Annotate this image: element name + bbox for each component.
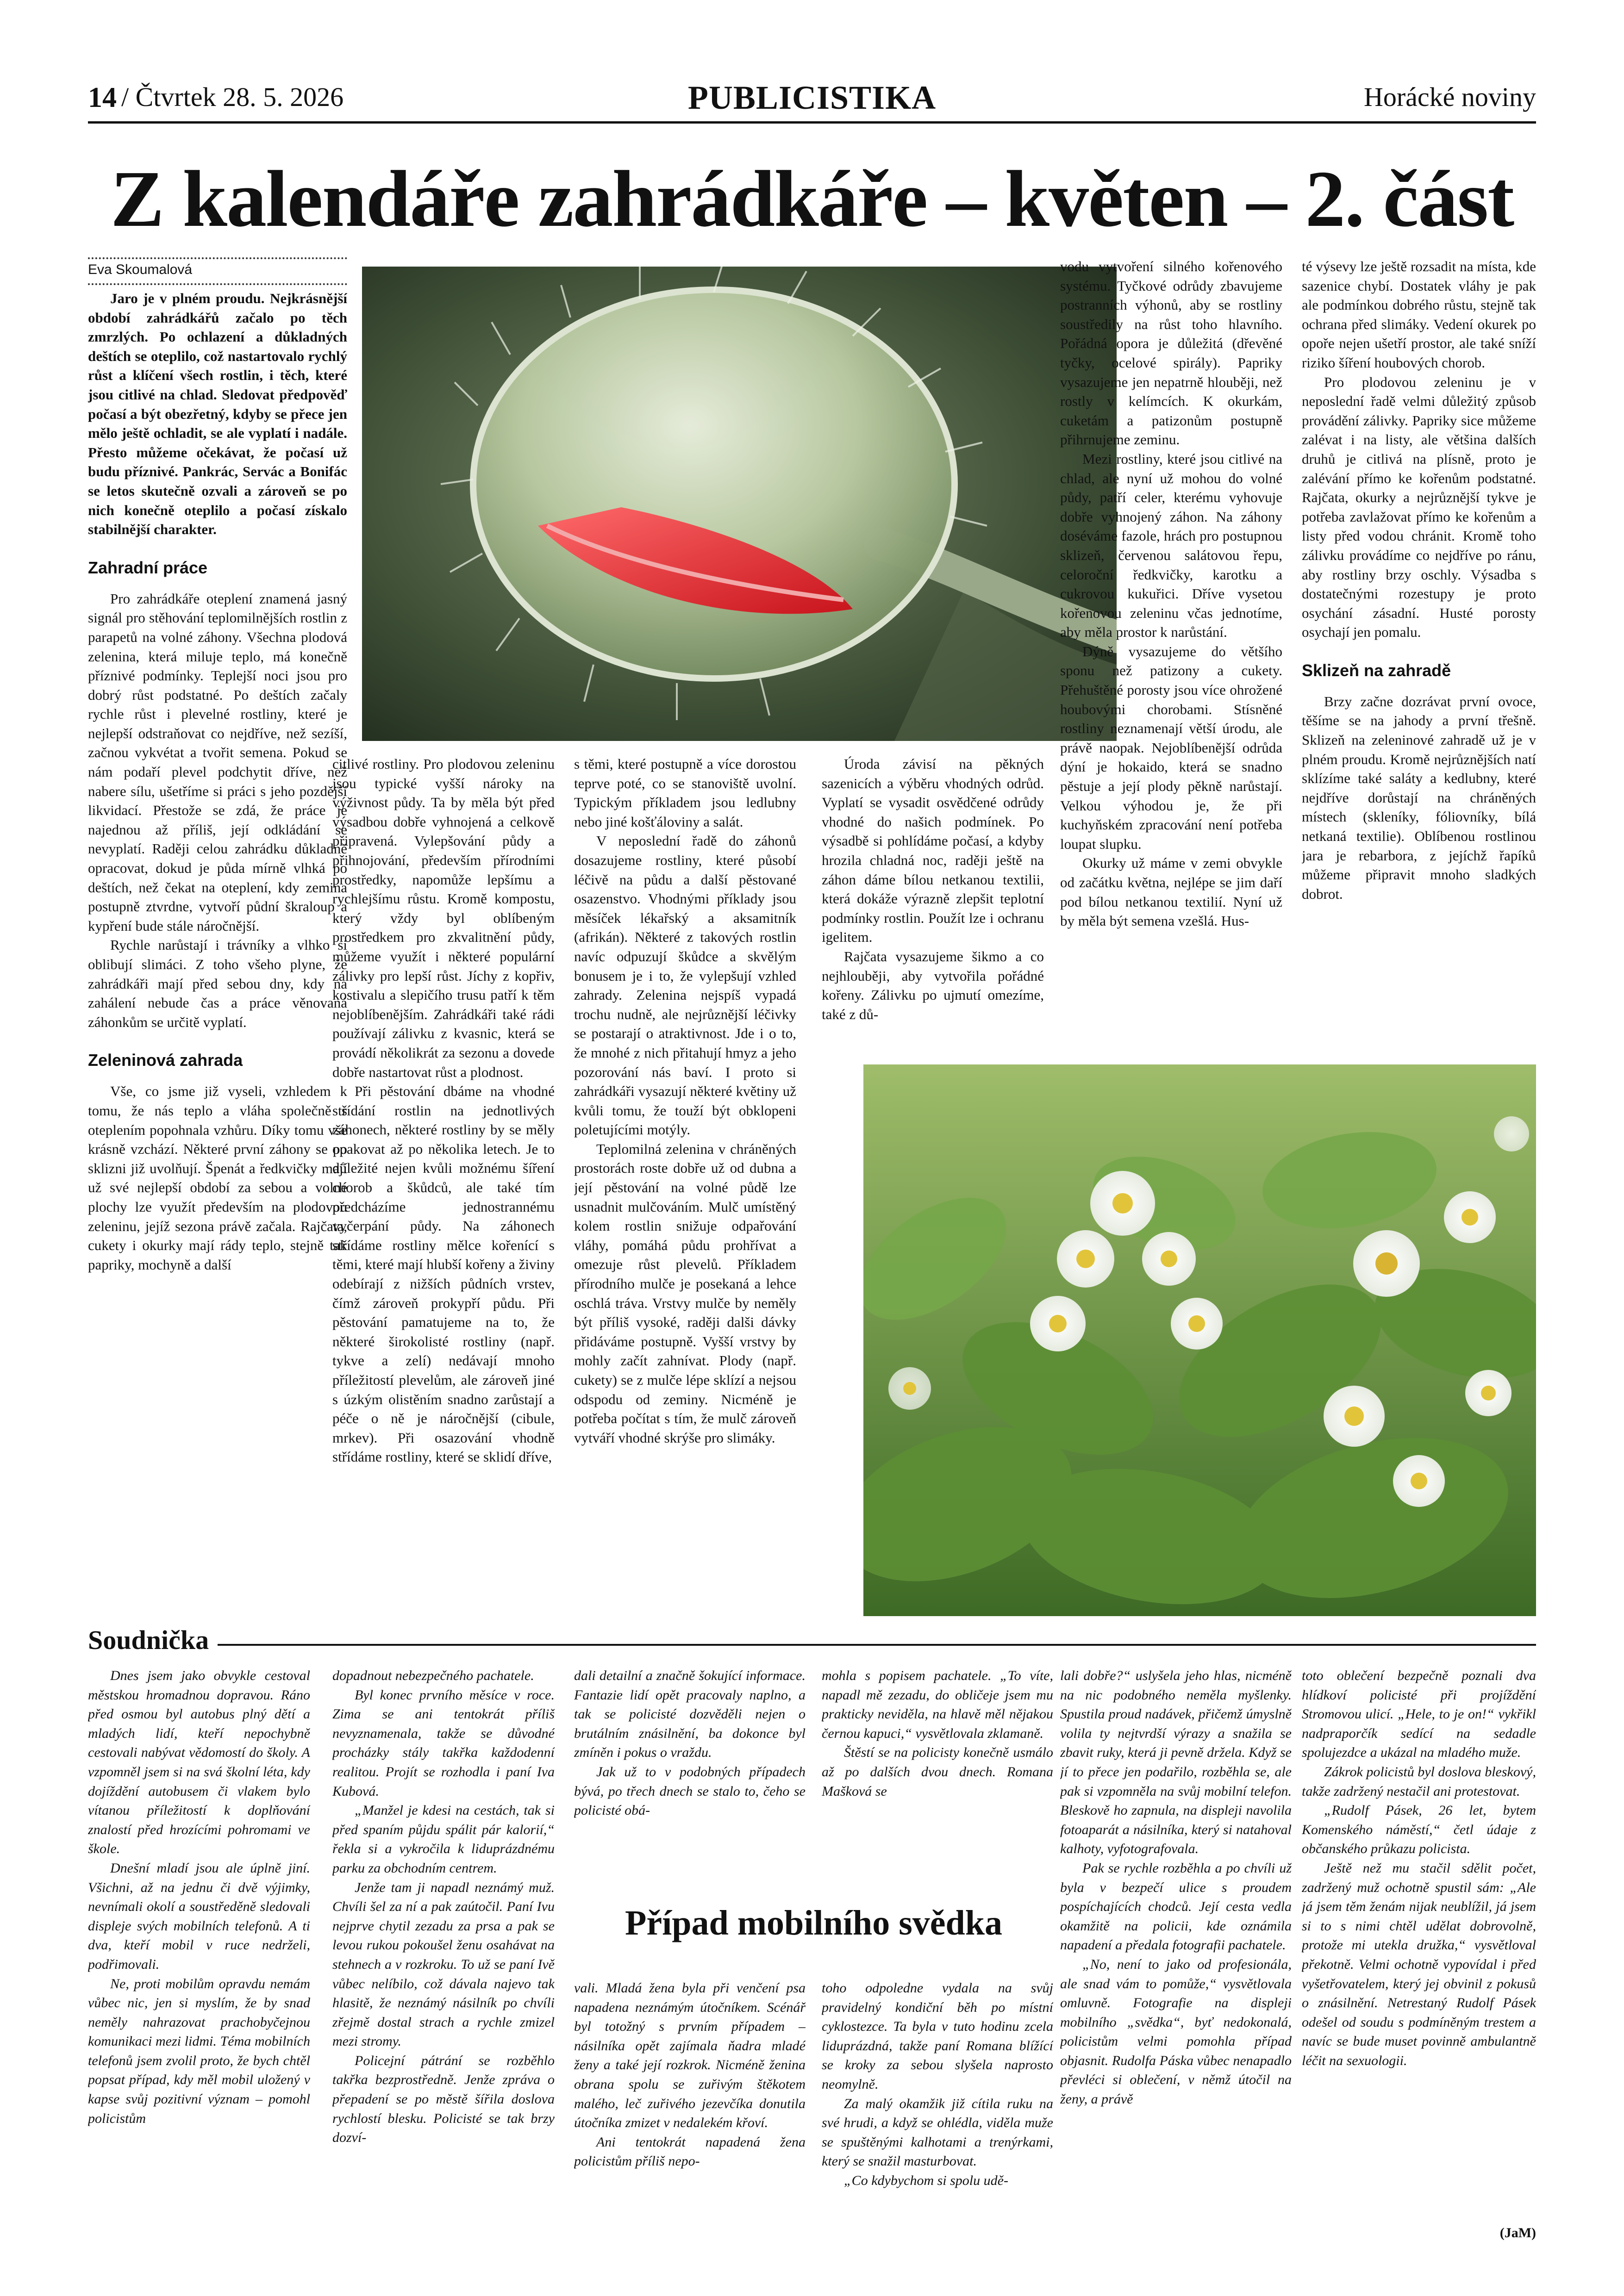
soudnicka-column-2 — [332, 1666, 555, 2249]
soudnicka-title: Případ mobilního svědka — [625, 1904, 1003, 1942]
soudnicka-paragraph: „Manžel je kdesi na cestách, tak si před spaním půjdu spálit pár kalorií,“ řekla si a vykročila k liduprázdnému parku za obchodním centrem. — [332, 1803, 555, 1876]
article-paragraph: Pro zahrádkáře oteplení znamená jasný signál pro stěhování teplomilnějších rostlin z parapetů na volné záhony. Všechna plodová zelenina, která miluje teplo, má konečně příznivé podmínky. Teplejší noci jsou pro dobrý růst podstatné. Po deštích začaly rychle růst i plevelné rostliny, které je nejlepší odstraňovat co nejdříve, než sezíší, začnou vykvétat a tvořit semena. Pokud se nám podaří plevel podchytit dříve, než nabere sílu, ušetříme si práci s jeho pozdější likvidací. Přestože se zdá, že práce je najednou až příliš, její odkládání se nevyplatí. Raději celou zahrádku důkladně opracovat, dokud je půda mírně vlhká po deštích, než čekat na oteplení, kdy zemina postupně ztvrdne, vytvoří půdní škraloup a kypření bude stále náročnější. — [88, 590, 347, 934]
soudnicka-paragraph: Ještě než mu stačil sdělit počet, zadržený muž ochotně spustil sám: „Ale já jsem těm ženám nijak neublížil, já jsem si to s nimi chtěl udělat dobrovolně, protože mi utekla družka,“ vysvětloval překotně. Velmi ochotně vypovídal i před vyšetřovatelem, který jej obvinil z pokusů o znásilnění. Netrestaný Rudolf Pásek odešel od soudu s podmíněným trestem a navíc se bude muset povinně ambulantně léčit na sexuologii. — [1302, 1860, 1536, 2068]
soudnicka-signature: (JaM) — [1499, 2225, 1536, 2240]
article-paragraph: Při pěstování dbáme na vhodné střídání rostlin na jednotlivých záhonech, některé rostliny by se měly opakovat až po několika letech. Je to důležité nejen kvůli možnému šíření chorob a škůdců, ale také tím předcházíme jednostrannému vyčerpání půdy. Na záhonech střídáme rostliny mělce kořenící s těmi, které mají hlubší kořeny a živiny odebírají z nižších půdních vrstev, čímž zároveň prokypří půdu. Při pěstování pamatujeme na to, že některé širokolisté rostliny (např. tykve a zelí) nedávají mnoho příležitostí plevelům, ale zároveň jiné s úzkým olistěním snadno zarůstají a péče o ně je náročnější (cibule, mrkev). Při osazování vhodně střídáme rostliny, které se sklidí dříve, — [332, 1083, 555, 1465]
article-paragraph: Brzy začne dozrávat první ovoce, těšíme se na jahody a první třešně. Sklizeň na zeleninové zahradě už je v plném proudu. Kromě nejrůznějších natí sklízíme také saláty a kedlubny, které nejdříve dorůstají na chráněných místech (skleníky, fóliovníky, bílá netkaná textilie). Oblíbenou rostlinou jara je rebarbora, z jejíchž řapíků můžeme připravit mnoho sladkých dobrot. — [1302, 693, 1536, 902]
soudnicka-paragraph: mohla s popisem pachatele. „To víte, napadl mě zezadu, do obličeje jsem mu prakticky neviděla, na hlavě měl nějakou černou kapuci,“ vysvětlovala zklamaně. — [822, 1668, 1053, 1741]
headline: Z kalendáře zahrádkáře – květen – 2. část — [110, 154, 1514, 243]
article-column-6 — [1302, 257, 1536, 1060]
soudnicka-column-1 — [88, 1666, 310, 2249]
article-paragraph: Úroda závisí na pěkných sazenicích a výběru vhodných odrůd. Vyplatí se vysadit osvědčené odrůdy vhodné do našich podmínek. Po výsadbě si pohlídáme počasí, a kdyby hrozila chladná noc, raději ještě na záhon dáme bílou netkanou textilii, která dokáže výrazně zlepšit teplotní podmínky rostlin. Použít lze i ochranu igelitem. — [822, 756, 1044, 946]
article-paragraph: Dýně vysazujeme do většího sponu než patizony a cukety. Přehuštěné porosty jsou více ohrožené houbovými chorobami. Stísněné rostliny neznamenají větší úrodu, ale právě naopak. Nejoblíbenější odrůda dýní je hokaido, která se snadno pěstuje a její plody pěkně narůstají. Velkou výhodou je, že při kuchyňském zpracování není potřeba loupat slupku. — [1060, 643, 1282, 852]
soudnicka-paragraph: Dnes jsem jako obvykle cestoval městskou hromadnou dopravou. Ráno před osmou byl autobus plný dětí a mladých lidí, kteří nepochybně cestovali nabývat vědomostí do školy. A vzpomněl jsem si na svá školní léta, kdy dojíždění autobusem či vlakem bylo vítanou příležitostí k doplňování znalostí před hrozícími pohromami ve škole. — [88, 1668, 310, 1857]
soudnicka-rule — [218, 1644, 1536, 1646]
soudnicka-paragraph: Jak už to v podobných případech bývá, po třech dnech se stalo to, čeho se policisté obá- — [574, 1764, 806, 1818]
article-paragraph: citlivé rostliny. Pro plodovou zeleninu jsou typické vyšší nároky na výživnost půdy. Ta by měla být před výsadbou dobře vyhnojená a celkově připravená. Vylepšování půdy a přihnojování, především přírodními prostředky, napomůže lepšímu a rychlejšímu růstu. Kromě kompostu, který vždy byl oblíbeným prostředkem pro zkvalitnění půdy, můžeme využít i některé populární zálivky pro lepší růst. Jíchy z kopřiv, kostivalu a slepičího trusu patří k těm nejoblíbenějším. Zahrádkáři také rádi používají zálivku z kvasnic, která se provádí několikrát za sezonu a dovede dobře nastartovat růst a plodnost. — [332, 756, 555, 1080]
soudnicka-paragraph: Byl konec prvního měsíce v roce. Zima se ani tentokrát příliš nevyznamenala, takže se důvodné procházky stály takřka každodenní realitou. Projít se rozhodla i paní Iva Kubová. — [332, 1687, 555, 1799]
soudnicka-paragraph: dali detailní a značně šokující informace. Fantazie lidí opět pracovaly naplno, a tak se policisté dozvěděli nejen o brutálním znásilnění, ba dokonce byl zmíněn i pokus o vraždu. — [574, 1668, 806, 1761]
publication-name: Horácké noviny — [1363, 82, 1536, 112]
subheading-zahradni-prace: Zahradní práce — [88, 558, 208, 577]
soudnicka-paragraph: Jenže tam ji napadl neznámý muž. Chvíli šel za ní a pak zaútočil. Paní Ivu nejprve chytil zezadu za prsa a pak se levou rukou pokoušel ženu osahávat na stehnech a v rozkroku. To už se paní Ivě vůbec nelíbilo, což dávala najevo tak hlasitě, že neznámý násilník po chvíli zřejmě dostal strach a rychle zmizel mezi stromy. — [332, 1879, 555, 2049]
issue-date: / Čtvrtek 28. 5. 2026 — [121, 82, 344, 112]
article-paragraph: vodu vytvoření silného kořenového systému. Tyčkové odrůdy zbavujeme postranních výhonů, aby se rostliny soustředily na růst toho hlavního. Pořádná opora je důležitá (dřevěné tyčky, ocelové spirály). Papriky vysazujeme jen nepatrně hlouběji, než rostly v kelímcích. K okurkám, cuketám a patizonům postupně přihrnujeme zeminu. — [1060, 258, 1282, 448]
article-column-5 — [1060, 257, 1282, 1060]
soudnicka-paragraph: „No, není to jako od profesionála, ale snad vám to pomůže,“ vysvětlovala omluvně. Fotografie na displeji mobilního „svědka“, byť nedokonalá, policistům velmi pomohla případ objasnit. Rudolfa Páska vůbec nenapadlo převléci si oblečení, v němž útočil na ženy, a právě — [1060, 1956, 1292, 2107]
header-rule — [88, 121, 1536, 124]
soudnicka-paragraph: vali. Mladá žena byla při venčení psa napadena neznámým útočníkem. Scénář byl totožný s prvním případem – násilníka opět zajímala ňadra mladé ženy a také její rozkrok. Nicméně ženina obrana spolu se zuřivým štěkotem malého, leč zuřivého jezevčíka donutila útočníka zmizet v nedalekém křoví. — [574, 1980, 806, 2131]
article-paragraph: Teplomilná zelenina v chráněných prostorách roste dobře už od dubna a její pěstování na volné půdě lze usnadnit mulčováním. Mulč umístěný kolem rostlin snižuje odpařování vláhy, pomáhá půdu prohřívat a omezuje růst plevelů. Příkladem přírodního mulče je posekaná a lehce oschlá tráva. Vrstvy mulče by neměly být příliš vysoké, raději dalši dávky přidáváme postupně. Vyšší vrstvy by mohly začít zahnívat. Plody (např. cukety) se z mulče lépe sklízí a nejsou odspodu od zeminy. Nicméně je potřeba počítat s tím, že mulč zároveň vytváří vhodné skrýše pro slimáky. — [574, 1140, 796, 1446]
article-paragraph: Okurky už máme v zemi obvykle od začátku května, nejlépe se jim daří pod bílou netkanou textilií. Nyní už by měla být semena vzešlá. Hus- — [1060, 855, 1282, 929]
article-column-3 — [574, 754, 796, 1616]
author-rule-top — [88, 257, 347, 259]
soudnicka-paragraph: Ani tentokrát napadená žena policistům příliš nepo- — [574, 2134, 806, 2169]
soudnicka-label: Soudnička — [88, 1624, 216, 1655]
soudnicka-paragraph: dopadnout nebezpečného pachatele. — [332, 1668, 534, 1683]
soudnicka-paragraph: Dnešní mladí jsou ale úplně jiní. Všichni, až na jednu či dvě výjimky, nevnímali okolí a soustředěně sledovali displeje svých mobilních telefonů. A ti dva, kteří mobil v ruce nedrželi, podřimovali. — [88, 1860, 310, 1972]
soudnicka-column-6 — [1302, 1666, 1536, 2221]
soudnicka-paragraph: lali dobře?“ uslyšela jeho hlas, nicméně na nic podobného neměla myšlenky. Spustila proud nadávek, přičemž úmyslně volila ty nejtvrdší výrazy a snažila se zbavit ruky, která ji pevně držela. Když se jí to přece jen podařilo, rozběhla se, ale pak si vzpomněla na svůj mobilní telefon. Bleskově ho zapnula, na displeji navolila fotoaparát a násilníka, který si natahoval kalhoty, vyfotografovala. — [1060, 1668, 1292, 1857]
page-number: 14 — [88, 82, 117, 113]
article-column-4 — [822, 754, 1044, 1060]
section-title: PUBLICISTIKA — [687, 79, 937, 116]
soudnicka-column-4-top — [822, 1666, 1053, 1884]
soudnicka-column-3-top — [574, 1666, 806, 1884]
article-paragraph: té výsevy lze ještě rozsadit na místa, kde sazenice chybí. Dostatek vláhy je pak ale podmínkou dobrého růstu, stejně tak ochrana před slimáky. Vedení okurek po opoře nejen ušetří prostor, ale také sníží riziko šíření houbových chorob. — [1302, 258, 1536, 371]
subheading-sklizen: Sklizeň na zahradě — [1302, 660, 1451, 680]
article-paragraph: Mezi rostliny, které jsou citlivé na chlad, ale nyní už mohou do volné půdy, patří celer, kterému vyhovuje dobře vyhnojený záhon. Na záhony doséváme fazole, hrách pro postupnou sklizeň, červenou salátovou řepu, celoroční ředkvičky, karotku a cukrovou kukuřici. Dříve vysetou kořenovou zeleninu včas jednotíme, aby měla prostor k narůstání. — [1060, 450, 1282, 641]
poppy-bud-illustration — [362, 267, 1117, 741]
subheading-zeleninova-zahrada: Zeleninová zahrada — [88, 1051, 243, 1070]
soudnicka-column-5 — [1060, 1666, 1292, 2249]
soudnicka-paragraph: „Co kdybychom si spolu udě- — [844, 2172, 1008, 2188]
article-lead: Jaro je v plném proudu. Nejkrásnější období zahrádkářů začalo po těch zmrzlých. Po ochlazení a důkladných deštích se oteplilo, což nastartovalo rychlý růst a klíčení všech rostlin, i těch, které jsou citlivé na chlad. Sledovat předpověď počasí a být obezřetný, kdyby se přece jen mělo ještě ochladit, se ale vyplatí i nadále. Přesto můžeme očekávat, že počasí už budu příznivé. Pankrác, Servác a Bonifác se letos skutečně ozvali a zároveň se po nich konečně oteplilo a počasí získalo stabilnější charakter. — [88, 290, 347, 538]
soudnicka-paragraph: Štěstí se na policisty konečně usmálo až po dalších dvou dnech. Romana Mašková se — [822, 1745, 1053, 1799]
article-paragraph: Rychle narůstají i trávníky a vlhko si oblibují slimáci. Z toho všeho plyne, že zahrádkáři mají před sebou dny, kdy na zahálení nebude čas a práce věnovaná záhonkům se určitě vyplatí. — [88, 937, 347, 1030]
strawberry-flowers-photo — [863, 1064, 1536, 1616]
soudnicka-paragraph: „Rudolf Pásek, 26 let, bytem Komenského náměstí,“ četl údaje z občanského průkazu policista. — [1302, 1803, 1536, 1857]
soudnicka-paragraph: Pak se rychle rozběhla a po chvíli už byla v bezpečí ulice s proudem pospíchajících chodců. Její cesta vedla okamžitě na policii, kde oznámila napadení a předala fotografii pachatele. — [1060, 1860, 1292, 1953]
soudnicka-paragraph: toto oblečení bezpečně poznali dva hlídkoví policisté při projíždění Stromovou ulicí. „Hele, to je on!“ vykřikl nadpraporčík sedící na sedadle spolujezdce a ukázal na mladého muže. — [1302, 1668, 1536, 1761]
soudnicka-column-4-bottom — [822, 1979, 1053, 2249]
soudnicka-column-3-bottom — [574, 1979, 806, 2249]
soudnicka-paragraph: Za malý okamžik již cítila ruku na své hrudi, a když se ohlédla, viděla muže se spuštěnými kalhotami a trenýrkami, který se snažil masturbovat. — [822, 2096, 1053, 2169]
strawberry-flowers-illustration — [863, 1064, 1536, 1616]
poppy-bud-photo — [362, 267, 1117, 741]
article-paragraph: Rajčata vysazujeme šikmo a co nejhlouběji, aby vytvořila pořádné kořeny. Zálivku po ujmutí omezíme, také z dů- — [822, 948, 1044, 1022]
soudnicka-paragraph: toho odpoledne vydala na svůj pravidelný kondiční běh po místní cyklostezce. Ta byla v tuto hodinu zcela liduprázdná, takže paní Romana blížící se kroky za sebou slyšela naprosto neomylně. — [822, 1980, 1053, 2092]
soudnicka-paragraph: Policejní pátrání se rozběhlo takřka bezprostředně. Jenže zpráva o přepadení se po městě šířila doslova rychlostí blesku. Policisté se tak brzy dozví- — [332, 2053, 555, 2146]
soudnicka-paragraph: Ne, proti mobilům opravdu nemám vůbec nic, jen si myslím, že by snad neměly nahrazovat prachobyčejnou komunikaci mezi lidmi. Téma mobilních telefonů jsem zvolil proto, že bych chtěl popsat případ, kdy měl mobil uložený v kapse svůj pozitivní význam – pomohl policistům — [88, 1976, 310, 2126]
article-paragraph: Vše, co jsme již vyseli, vzhledem k tomu, že nás teplo a vláha společně s oteplením popohnala vzhůru. Díky tomu vše krásně vzchází. Některé první záhony se po sklizni již uvolňují. Špenát a ředkvičky mají už své nejlepší období za sebou a volné plochy lze využít především na plodovou zeleninu, jejíž sezona právě začala. Rajčata, cukety i okurky mají rády teplo, stejně tak papriky, mochyně a další — [88, 1083, 347, 1273]
author-byline: Eva Skoumalová — [88, 262, 193, 277]
soudnicka-paragraph: Zákrok policistů byl doslova bleskový, takže zadržený nestačil ani protestovat. — [1302, 1764, 1536, 1799]
article-column-2 — [332, 754, 555, 1616]
page-header — [88, 78, 1536, 119]
article-paragraph: s těmi, které postupně a více dorostou teprve poté, co se stanoviště uvolní. Typickým příkladem jsou ledlubny nebo jiné košťáloviny a salát. — [574, 756, 796, 830]
article-paragraph: Pro plodovou zeleninu je v neposlední řadě velmi důležitý způsob provádění zálivky. Papriky sice můžeme zalévat i na listy, ale většina dalších druhů je citlivá na plísně, proto je zalévání přímo ke kořenům podstatné. Rajčata, okurky a nejrůznější tykve je potřeba zavlažovat přímo ke kořenům a listy před vodou chránit. Kromě toho zálivku provádíme co nejdříve po ránu, aby rostliny brzy oschly. Výsadba s dostatečnými rozestupy je proto osychání zásadní. Husté porosty osychají jen pomalu. — [1302, 373, 1536, 641]
article-paragraph: V neposlední řadě do záhonů dosazujeme rostliny, které působí léčivě na půdu a další pěstované osazenstvo. Vhodnými příklady jsou měsíček lékařský a aksamitník (afrikán). Některé z takových rostlin navíc odpuzují škůdce a skvělým bonusem je i to, že vylepšují vzhled zahrady. Zelenina nejspíš vypadá trochu nudně, ale nejrůznější léčivky se postarají o atraktivnost. Jde i o to, že mnohé z nich přitahují hmyz a jeho pozorování nás baví. I proto si zahrádkáři vysazují některé květiny už kvůli tomu, že touží být obklopeni poletujícími motýly. — [574, 833, 796, 1138]
article-column-1 — [88, 289, 347, 1616]
author-rule-bottom — [88, 283, 347, 285]
